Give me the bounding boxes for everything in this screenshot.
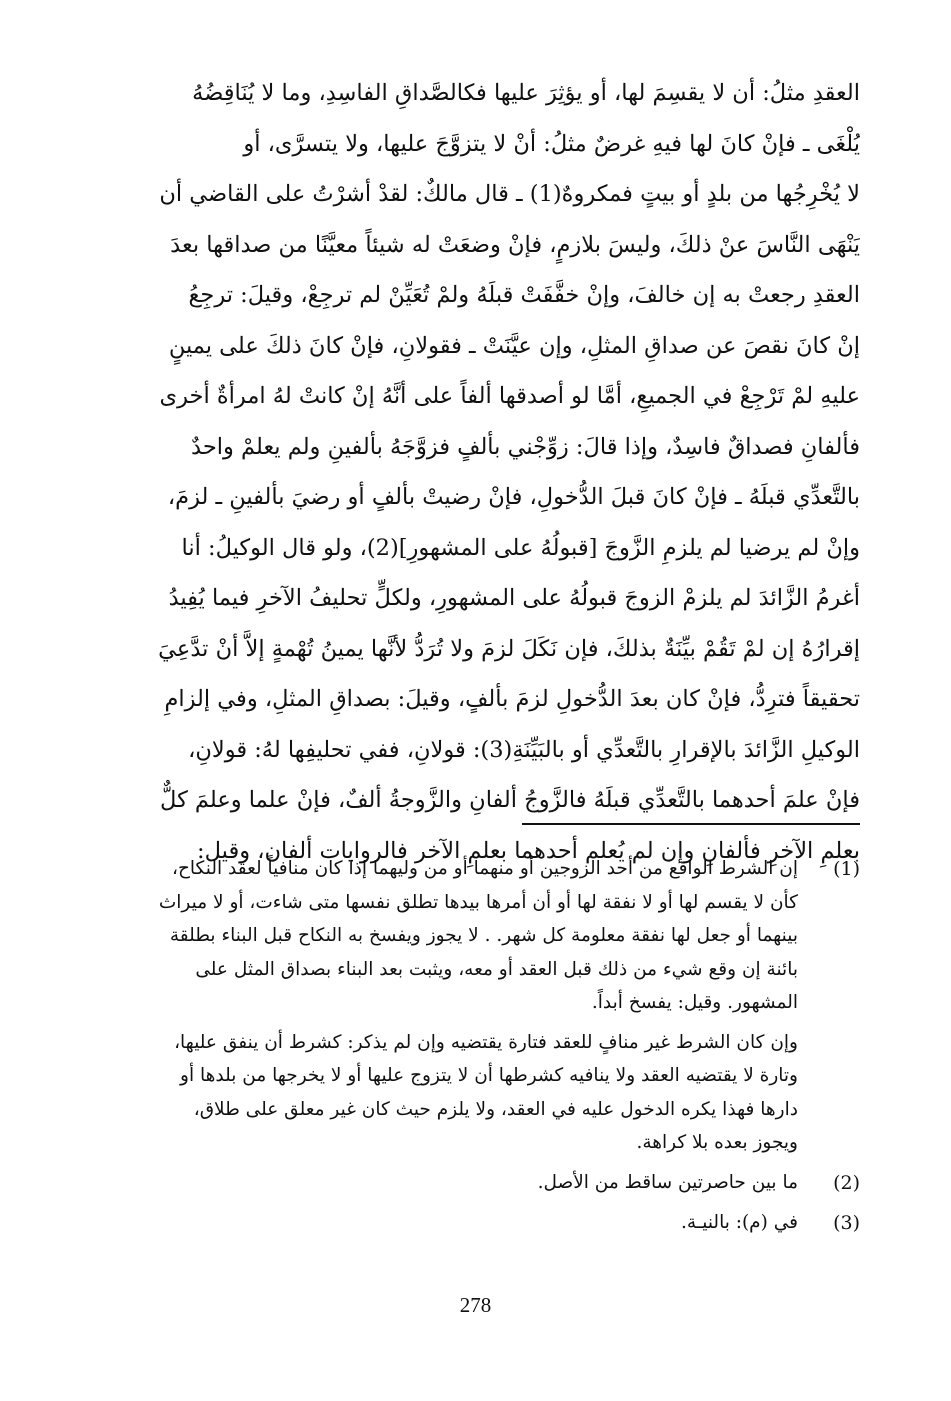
page-number: 278: [459, 1293, 492, 1317]
footnote-number: (3): [833, 1211, 860, 1234]
footnote-line: وتارة لا يقتضيه العقد ولا ينافيه كشرطها أن لا يتزوج عليها أو لا يخرجها من بلدها أو: [180, 1065, 798, 1086]
main-text-line: تحقيقاً فترِدُّ، فإنْ كان بعدَ الدُّخولِ لزمَ بألفٍ، وقيلَ: بصداقِ المثلِ، وفي إلزامِ: [164, 686, 860, 712]
footnote-line: ما بين حاصرتين ساقط من الأصل.: [537, 1171, 798, 1193]
footnote-number: (2): [833, 1171, 860, 1194]
footnote-2: [95, 1166, 860, 1200]
main-text-line: يَنْهَى النَّاسَ عنْ ذلكَ، وليسَ بلازمٍ، فإنْ وضعَتْ له شيئاً معيَّنًا من صداقها بعدَ: [170, 231, 860, 258]
footnote-line: في (م): بالنيـة.: [681, 1211, 798, 1233]
main-text-line: إقرارُهُ إن لمْ تَقُمْ بيِّنَةٌ بذلكَ، فإن نَكَلَ لزمَ ولا تُرَدُّ لأنَّها يمينُ تُهْمةٍ إلاَّ أنْ تدَّعِيَ: [158, 635, 860, 662]
main-text-line: العقدِ رجعتْ به إن خالفَ، وإنْ خفَّفَتْ قبلَهُ ولمْ تُعَيِّنْ لم ترجِعْ، وقيلَ: ترجِعُ: [188, 282, 860, 308]
footnote-number: (1): [833, 858, 860, 880]
footnote-line: بينهما أو جعل لها نفقة معلومة كل شهر. . لا يجوز ويفسخ به النكاح قبل البناء بطلقة: [169, 925, 798, 946]
main-text-line: يُلْغَى ـ فإنْ كانَ لها فيهِ غرضٌ مثلُ: أنْ لا يتزوَّجَ عليها، ولا يتسرَّى، أو: [243, 130, 860, 157]
main-text-line: فإنْ علمَ أحدهما بالتَّعدِّي قبلَهُ فالزَّوجُ ألفانِ والزَّوجةُ ألفٌ، فإنْ علما وعلمَ كلٌّ: [160, 787, 860, 813]
main-text-line: أغرمُ الزَّائدَ لم يلزمْ الزوجَ قبولُهُ على المشهورِ، ولكلٍّ تحليفُ الآخرِ فيما يُفِيدُ: [168, 585, 860, 611]
main-text-line: العقدِ مثلُ: أن لا يقسِمَ لها، أو يؤثِرَ عليها فكالصَّداقِ الفاسِدِ، وما لا يُنَاقِضُهُ: [192, 80, 860, 106]
main-text-line: وإنْ لم يرضيا لم يلزمِ الزَّوجَ [قبولُهُ على المشهورِ](2)، ولو قال الوكيلُ: أنا: [181, 534, 860, 561]
main-text-line: فألفانِ فصداقٌ فاسِدٌ، وإذا قالَ: زوِّجْني بألفٍ فزوَّجَهُ بألفينِ ولم يعلمْ واحدٌ: [191, 433, 860, 460]
main-text-line: الوكيلِ الزَّائدَ بالإقرارِ بالتَّعدِّي أو بالبَيِّنَةِ(3): قولانِ، ففي تحليفِها لهُ: قولانِ،: [188, 736, 860, 763]
main-text-line: لا يُخْرِجُها من بلدٍ أو بيتٍ فمكروهٌ(1) ـ قال مالكٌ: لقدْ أشرْتُ على القاضي أن: [159, 181, 860, 207]
footnote-line: المشهور. وقيل: يفسخ أبداً.: [591, 992, 798, 1013]
footnote-line: كأن لا يقسم لها أو لا نفقة لها أو أن أمرها بيدها تطلق نفسها متى شاءت، أو لا ميراث: [158, 891, 798, 913]
footnote-divider: [522, 823, 860, 825]
main-text-line: إنْ كانَ نقصَ عن صداقِ المثلِ، وإن عيَّنَتْ ـ فقولانِ، فإنْ كانَ ذلكَ على يمينٍ: [168, 332, 860, 359]
footnote-line: إن الشرط الواقع من أحد الزوجين أو منهما أو من وليهما إذا كان منافياً لعقد النكاح،: [172, 858, 798, 879]
footnote-body: [95, 852, 798, 1160]
footnote-1: [95, 852, 860, 1160]
main-text-block: [95, 68, 860, 876]
footnote-line: وإن كان الشرط غير منافٍ للعقد فتارة يقتضيه وإن لم يذكر: كشرط أن ينفق عليها،: [174, 1031, 798, 1053]
footnote-body: [95, 1206, 798, 1240]
main-text-line: عليهِ لمْ تَرْجِعْ في الجميعِ، أمَّا لو أصدقها ألفاً على أنَّهُ إنْ كانتْ لهُ امرأةٌ أخرى: [159, 383, 860, 409]
footnote-line: دارها فهذا يكره الدخول عليه في العقد، ولا يلزم حيث كان غير معلق على طلاق،: [193, 1098, 798, 1120]
footnote-line: ويجوز بعده بلا كراهة.: [636, 1132, 798, 1153]
main-text-line: بالتَّعدِّي قبلَهُ ـ فإنْ كانَ قبلَ الدُّخولِ، فإنْ رضيتْ بألفٍ أو رضيَ بألفينِ ـ لزمَ،: [167, 484, 860, 510]
footnote-line: بائنة إن وقع شيء من ذلك قبل العقد أو معه، ويثبت بعد البناء بصداق المثل على: [195, 958, 798, 980]
main-text-line: بعلمِ الآخرِ فألفانِ وإن لم يُعلم أحدهما بعلمِ الآخر فالروايات ألفان، وقيل:: [197, 837, 860, 864]
footnote-3: [95, 1206, 860, 1240]
footnotes-section: [95, 852, 860, 1246]
footnote-body: [95, 1166, 798, 1200]
